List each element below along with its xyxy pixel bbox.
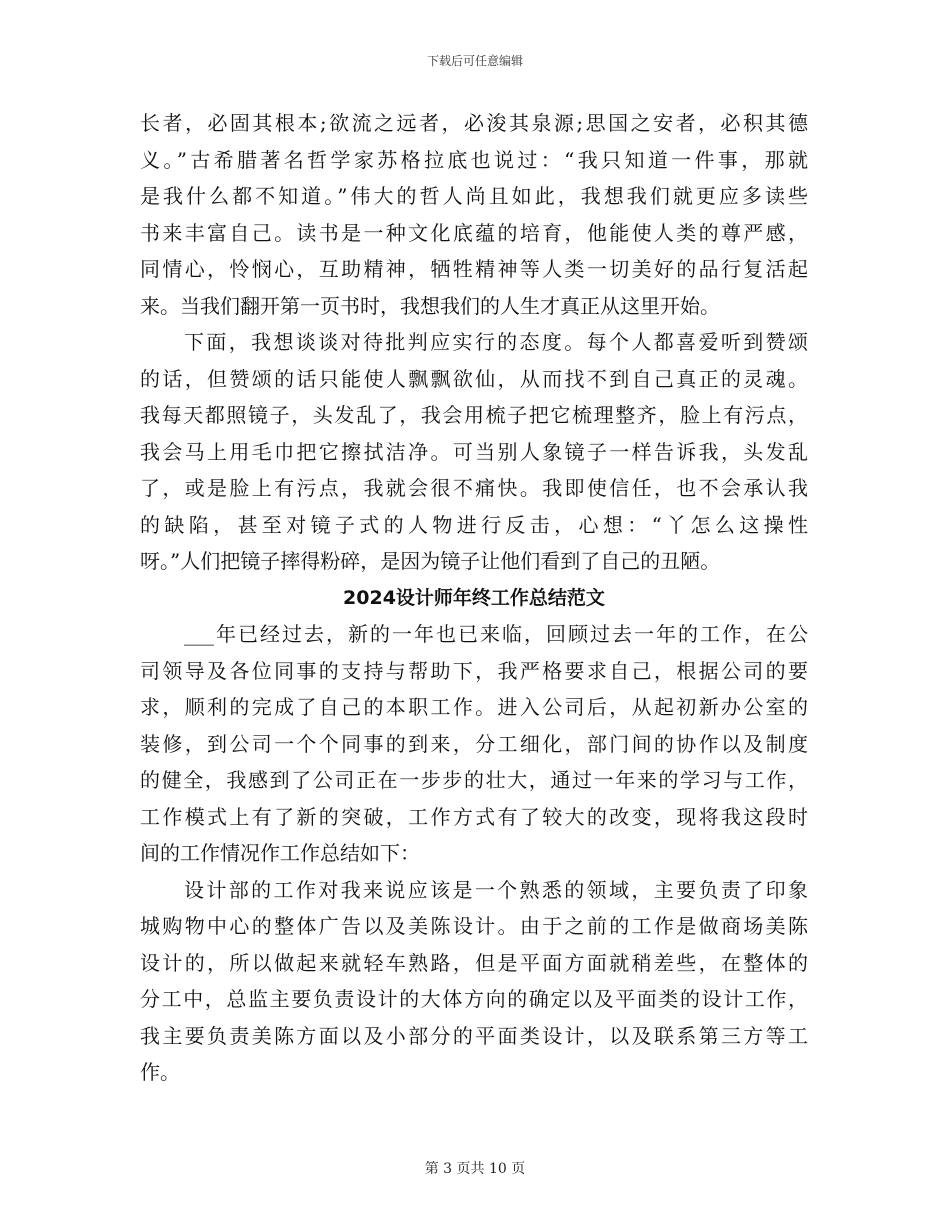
text-line: 下面，我想谈谈对待批判应实行的态度。每个人都喜爱听到赞颂 bbox=[184, 330, 808, 354]
text-line: 呀。”人们把镜子摔得粉碎，是因为镜子让他们看到了自己的丑陋。 bbox=[140, 549, 721, 573]
text-line: 作。 bbox=[140, 1060, 180, 1084]
text-line: 我每天都照镜子，头发乱了，我会用梳子把它梳理整齐，脸上有污点， bbox=[140, 403, 808, 427]
text-line: 司领导及各位同事的支持与帮助下，我严格要求自己，根据公司的要 bbox=[140, 658, 808, 683]
text-line: 我主要负责美陈方面以及小部分的平面类设计，以及联系第三方等工 bbox=[140, 1023, 808, 1048]
text-line: 分工中，总监主要负责设计的大体方向的确定以及平面类的设计工作， bbox=[140, 987, 808, 1011]
text-line: 的缺陷，甚至对镜子式的人物进行反击，心想：“丫怎么这操性 bbox=[140, 512, 808, 537]
text-line: 了，或是脸上有污点，我就会很不痛快。我即使信任，也不会承认我 bbox=[140, 476, 808, 500]
page-footer: 第 3 页共 10 页 bbox=[424, 1161, 526, 1177]
text-line: 的健全，我感到了公司正在一步步的壮大，通过一年来的学习与工作， bbox=[140, 768, 808, 792]
text-line: 来。当我们翻开第一页书时，我想我们的人生才真正从这里开始。 bbox=[140, 293, 720, 318]
document-body bbox=[140, 105, 808, 1091]
text-line: 求，顺利的完成了自己的本职工作。进入公司后，从起初新办公室的 bbox=[140, 695, 808, 719]
text-line: 是我什么都不知道。”伟大的哲人尚且如此，我想我们就更应多读些 bbox=[140, 184, 808, 208]
paragraph bbox=[140, 616, 808, 872]
text-line: 同情心，怜悯心，互助精神，牺牲精神等人类一切美好的品行复活起 bbox=[140, 257, 808, 281]
text-line: 长者，必固其根本;欲流之远者，必浚其泉源;思国之安者，必积其德 bbox=[140, 111, 808, 135]
page-header: 下载后可任意编辑 bbox=[426, 54, 523, 68]
bottom-section bbox=[140, 616, 808, 1091]
text-line: 设计的，所以做起来就轻车熟路，但是平面方面就稍差些，在整体的 bbox=[140, 950, 808, 975]
top-section bbox=[140, 105, 808, 580]
paragraph bbox=[140, 324, 808, 580]
paragraph bbox=[140, 105, 808, 324]
text-line: ___年已经过去，新的一年也已来临，回顾过去一年的工作，在公 bbox=[184, 622, 808, 646]
text-line: 装修，到公司一个个同事的到来，分工细化，部门间的协作以及制度 bbox=[140, 731, 808, 756]
text-line: 义。”古希腊著名哲学家苏格拉底也说过：“我只知道一件事，那就 bbox=[140, 147, 808, 172]
text-line: 书来丰富自己。读书是一种文化底蕴的培育，他能使人类的尊严感， bbox=[140, 220, 808, 245]
text-line: 我会马上用毛巾把它擦拭洁净。可当别人象镜子一样告诉我，头发乱 bbox=[140, 439, 808, 464]
text-line: 间的工作情况作工作总结如下： bbox=[140, 841, 420, 865]
document-title: 2024设计师年终工作总结范文 bbox=[343, 586, 605, 609]
text-line: 的话，但赞颂的话只能使人飘飘欲仙，从而找不到自己真正的灵魂。 bbox=[140, 366, 808, 391]
paragraph bbox=[140, 872, 808, 1091]
text-line: 工作模式上有了新的突破，工作方式有了较大的改变，现将我这段时 bbox=[140, 804, 808, 829]
text-line: 设计部的工作对我来说应该是一个熟悉的领域，主要负责了印象 bbox=[184, 877, 808, 902]
text-line: 城购物中心的整体广告以及美陈设计。由于之前的工作是做商场美陈 bbox=[140, 914, 808, 938]
